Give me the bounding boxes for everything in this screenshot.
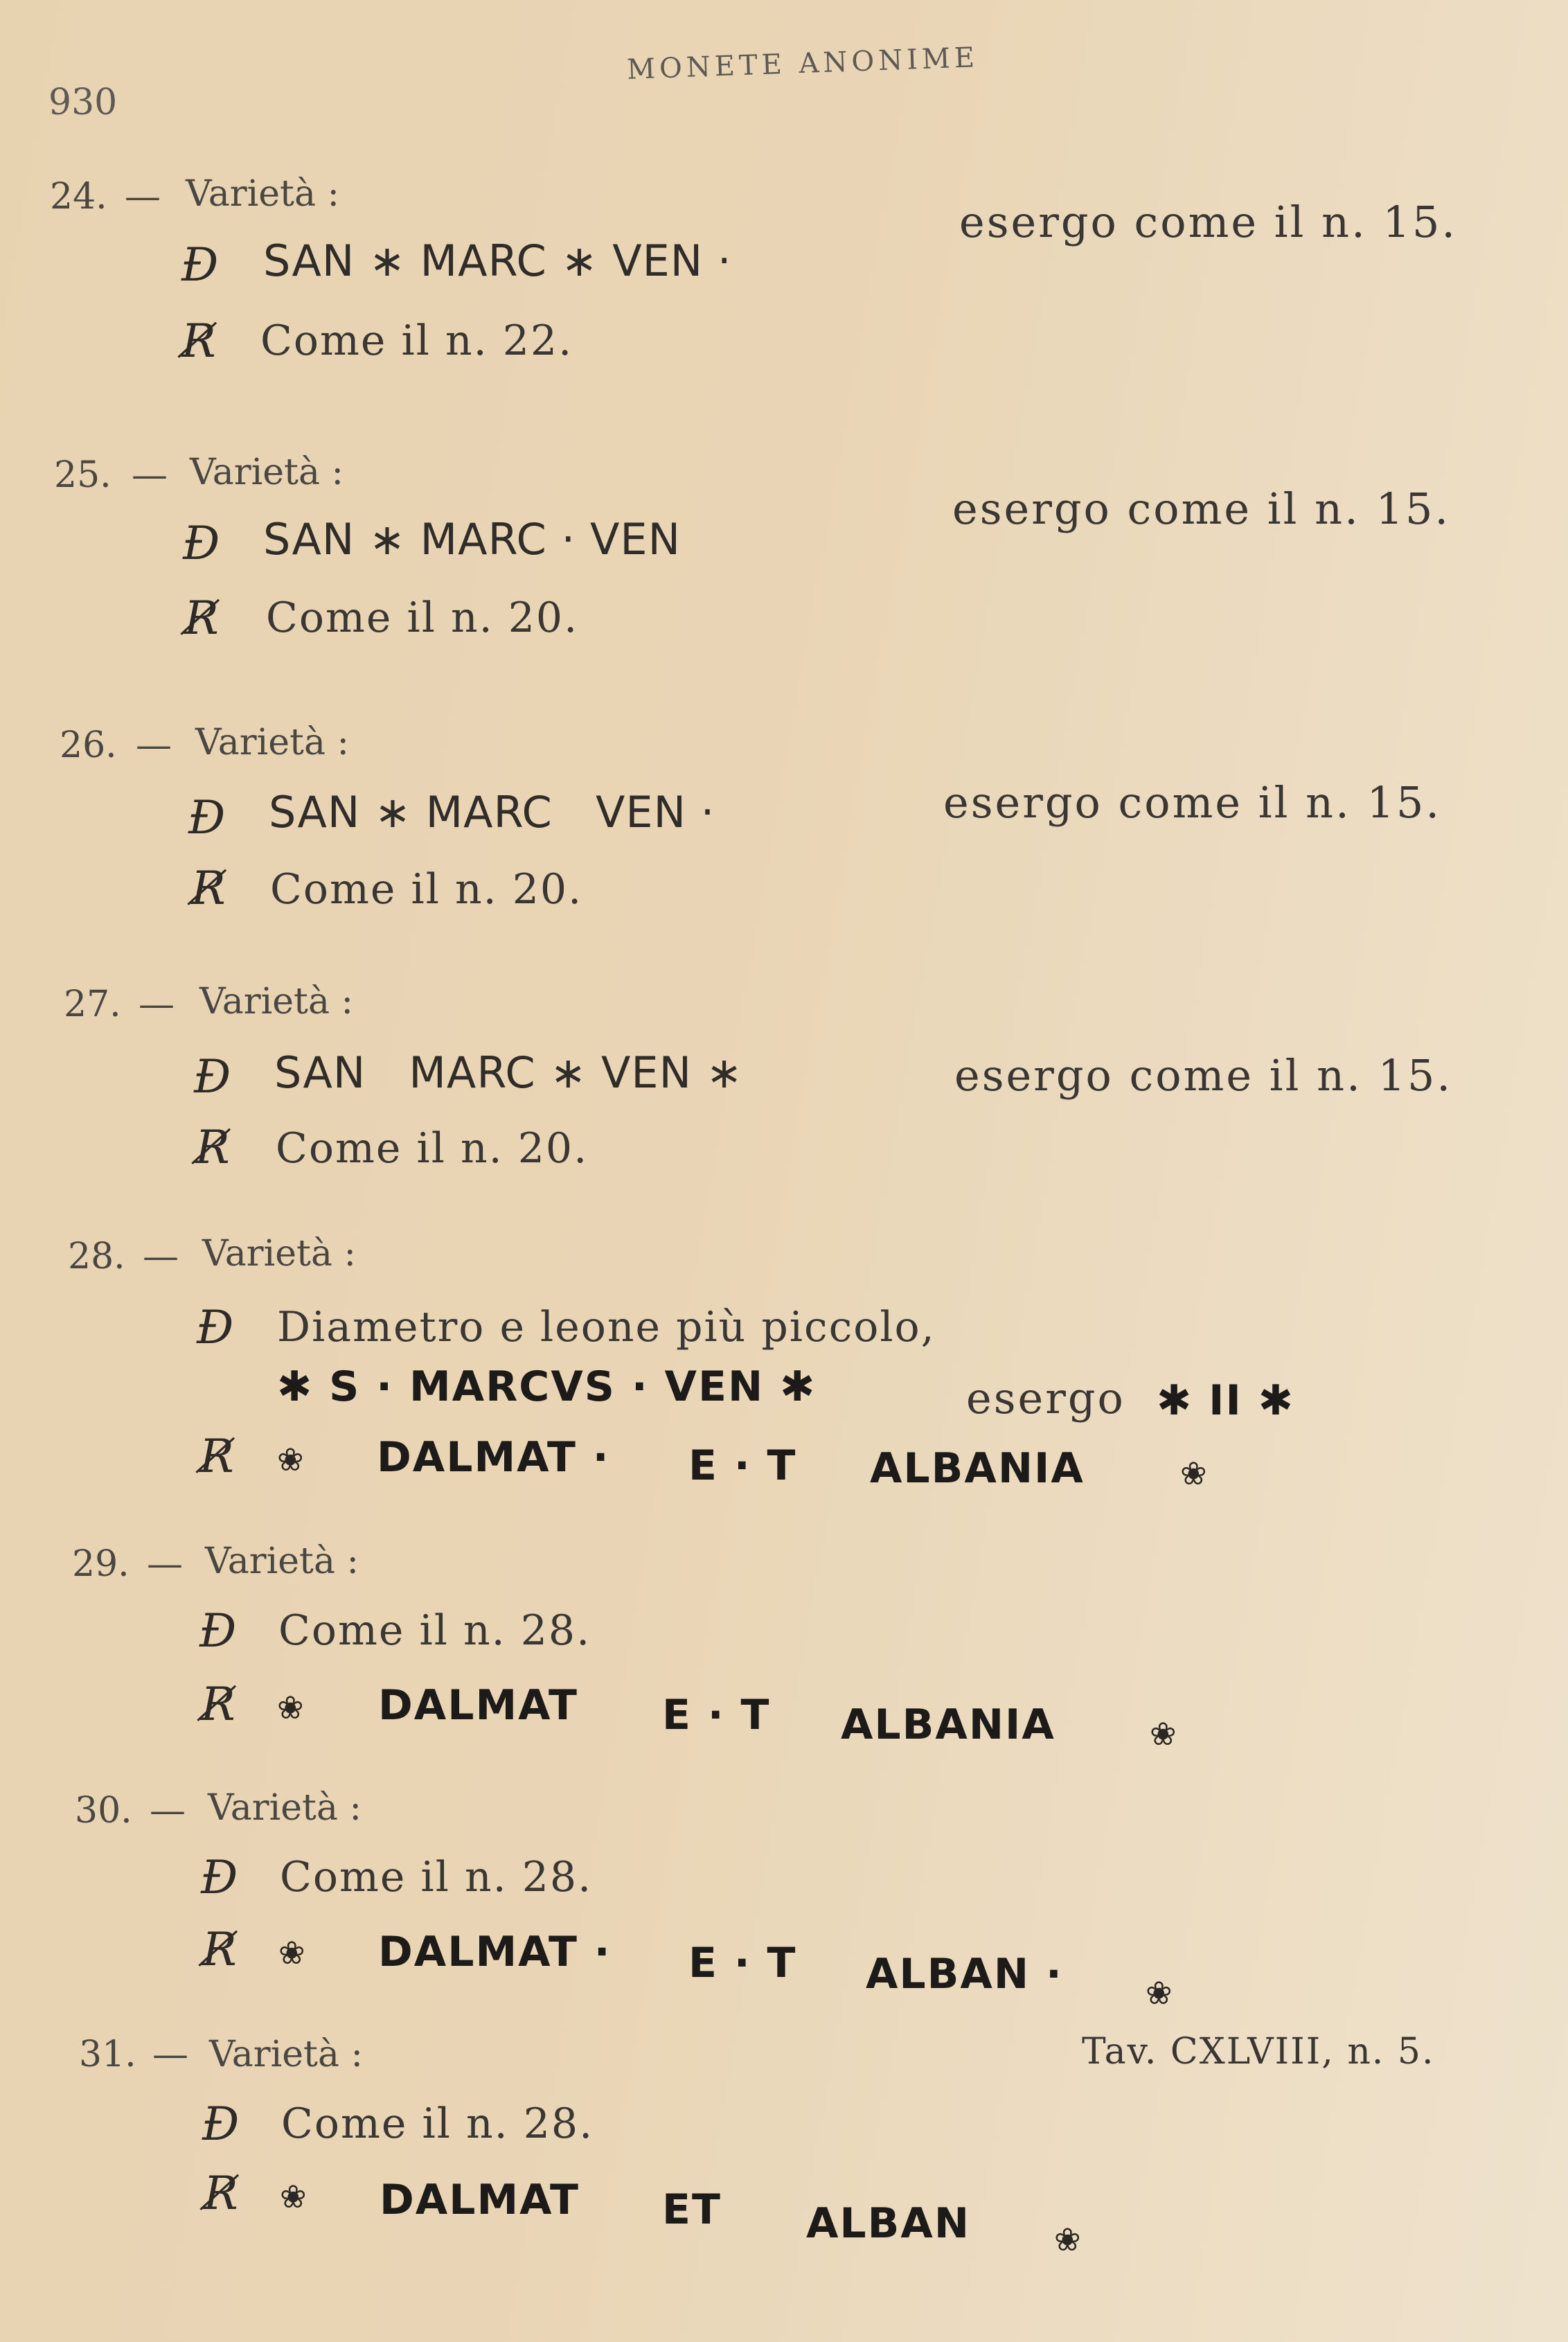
reverse-legend-part: DALMAT	[380, 2176, 580, 2224]
plate-reference: Tav. CXLVIII, n. 5.	[1082, 2031, 1435, 2073]
exergue-note: esergo come il n. 15.	[959, 197, 1458, 247]
reverse-symbol: R̸	[195, 1121, 230, 1174]
rosette-icon: ❀	[277, 1689, 304, 1726]
entry-number: 27.	[64, 984, 121, 1025]
entry-label: Varietà :	[186, 173, 339, 215]
exergue-mark: ✱ II ✱	[1157, 1376, 1294, 1425]
reverse-symbol: R̸	[201, 1678, 235, 1731]
reverse-description: Come il n. 20.	[266, 594, 579, 642]
rosette-icon: ❀	[278, 1934, 305, 1971]
rosette-icon: ❀	[1150, 1715, 1177, 1753]
reverse-description: Come il n. 20.	[276, 1124, 589, 1173]
rosette-icon: ❀	[280, 2178, 307, 2215]
entry-label: Varietà :	[190, 452, 344, 493]
reverse-legend-part: ALBAN	[806, 2199, 971, 2248]
rosette-icon: ❀	[1146, 1974, 1173, 2012]
entry-number: 30.	[75, 1790, 132, 1831]
obverse-legend: SAN ∗ MARC ∗ VEN ·	[263, 236, 732, 286]
exergue-note: esergo come il n. 15.	[952, 484, 1451, 534]
entry-dash: —	[139, 984, 175, 1025]
entry-label: Varietà :	[195, 722, 349, 763]
entry-dash: —	[152, 2034, 188, 2075]
entry-dash: —	[147, 1543, 183, 1585]
page-number: 930	[48, 82, 118, 123]
obverse-symbol: Ð	[183, 517, 220, 570]
entry-label: Varietà :	[199, 981, 353, 1022]
obverse-legend: SAN MARC ∗ VEN ∗	[274, 1047, 743, 1098]
entry-label: Varietà :	[202, 1233, 356, 1275]
reverse-symbol: R̸	[199, 1430, 234, 1483]
reverse-legend-part: DALMAT	[378, 1681, 578, 1730]
reverse-legend-part: E · T	[688, 1939, 797, 1987]
reverse-legend-part: ALBANIA	[841, 1701, 1055, 1749]
reverse-symbol: R̸	[191, 862, 226, 915]
reverse-legend-part: ET	[662, 2185, 722, 2234]
obverse-symbol: Ð	[199, 1604, 237, 1658]
reverse-symbol: R̸	[181, 314, 216, 368]
obverse-description: Come il n. 28.	[280, 1853, 593, 1901]
reverse-symbol: R̸	[202, 1923, 237, 1976]
entry-dash: —	[132, 454, 168, 496]
entry-dash: —	[143, 1236, 179, 1277]
reverse-legend-part: E · T	[662, 1691, 771, 1739]
obverse-legend: ✱ S · MARCVS · VEN ✱	[277, 1363, 817, 1411]
rosette-icon: ❀	[1180, 1455, 1207, 1492]
entry-dash: —	[150, 1790, 186, 1831]
entry-number: 31.	[79, 2034, 136, 2075]
entry-number: 29.	[72, 1543, 130, 1585]
obverse-legend: SAN ∗ MARC · VEN	[263, 514, 681, 565]
obverse-legend: SAN ∗ MARC VEN ·	[269, 787, 715, 837]
reverse-symbol: R̸	[184, 592, 219, 645]
entry-number: 28.	[68, 1236, 125, 1277]
entry-number: 25.	[54, 454, 112, 496]
reverse-description: Come il n. 20.	[270, 865, 583, 914]
entry-label: Varietà :	[208, 1787, 362, 1829]
entry-label: Varietà :	[209, 2034, 363, 2075]
obverse-symbol: Ð	[202, 2097, 240, 2151]
obverse-description: Come il n. 28.	[281, 2100, 594, 2148]
rosette-icon: ❀	[1054, 2221, 1081, 2258]
exergue-note: esergo come il n. 15.	[954, 1050, 1453, 1101]
obverse-description: Diametro e leone più piccolo,	[277, 1303, 936, 1351]
reverse-legend-part: DALMAT ·	[377, 1433, 610, 1482]
entry-dash: —	[136, 725, 172, 766]
obverse-symbol: Ð	[201, 1851, 238, 1904]
running-title: MONETE ANONIME	[626, 42, 979, 86]
entry-label: Varietà :	[205, 1541, 359, 1582]
rosette-icon: ❀	[277, 1441, 304, 1478]
reverse-legend-part: ALBANIA	[870, 1444, 1085, 1493]
entry-number: 24.	[50, 176, 107, 218]
reverse-description: Come il n. 22.	[260, 317, 573, 365]
obverse-symbol: Ð	[181, 238, 219, 292]
entry-dash: —	[125, 176, 161, 218]
obverse-description: Come il n. 28.	[278, 1606, 591, 1655]
obverse-symbol: Ð	[188, 791, 226, 844]
reverse-legend-part: DALMAT ·	[378, 1928, 612, 1976]
obverse-symbol: Ð	[194, 1050, 231, 1103]
obverse-symbol: Ð	[197, 1301, 234, 1354]
reverse-legend-part: E · T	[688, 1441, 797, 1490]
entry-number: 26.	[60, 725, 117, 766]
exergue-note: esergo come il n. 15.	[943, 777, 1442, 828]
reverse-symbol: R̸	[204, 2167, 238, 2220]
exergue-word: esergo	[966, 1373, 1125, 1423]
reverse-legend-part: ALBAN ·	[866, 1950, 1063, 1998]
